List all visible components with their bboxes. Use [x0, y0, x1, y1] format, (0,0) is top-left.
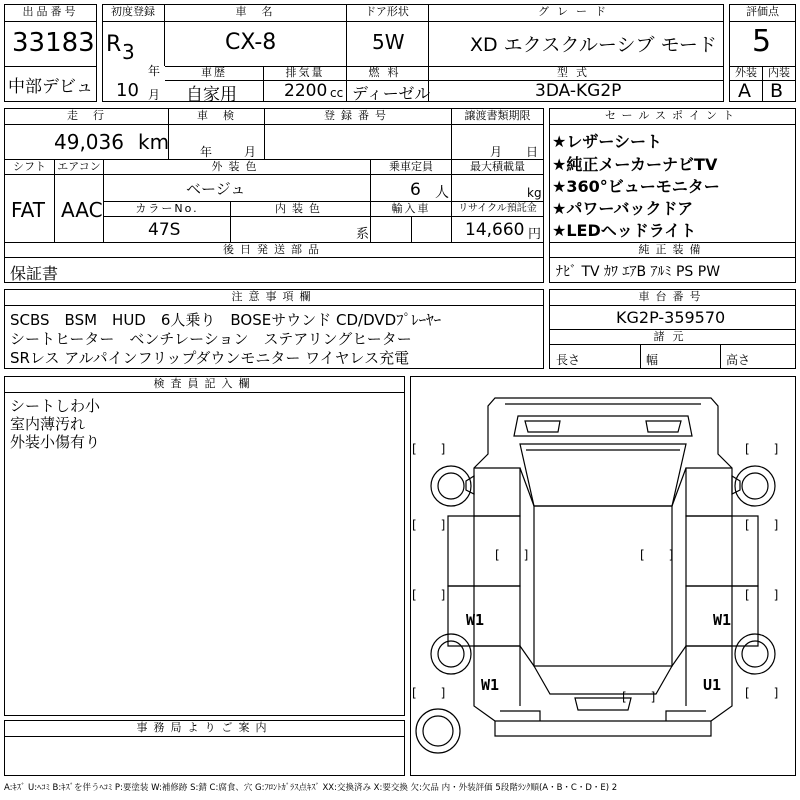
- chassis-value: KG2P-359570: [616, 308, 726, 327]
- capacity-label: 乗車定員: [389, 160, 433, 173]
- recycle-value: 14,660: [465, 220, 525, 240]
- transfer-month-unit: 月: [490, 145, 503, 159]
- maxload-label: 最大積載量: [470, 160, 525, 173]
- bracket-left-1: [ ]: [412, 442, 446, 456]
- first-reg-month: 10: [116, 80, 139, 101]
- int-color-label: 内装色: [275, 202, 326, 215]
- sales-point-1: ★レザーシート: [552, 132, 663, 151]
- notes-line-3: SRレス アルパインフリップダウンモニター ワイヤレス充電: [10, 349, 410, 367]
- month-unit: 月: [148, 88, 161, 102]
- mileage-unit: km: [138, 130, 170, 154]
- transfer-label: 譲渡書類期限: [464, 109, 531, 122]
- doors-value: 5W: [372, 30, 405, 54]
- displacement-value: 2200: [284, 81, 328, 101]
- recycle-unit: 円: [528, 227, 542, 242]
- exterior-grade-value: A: [738, 80, 751, 102]
- length-label: 長さ: [556, 353, 581, 367]
- capacity-unit: 人: [435, 185, 449, 201]
- maxload-unit: kg: [527, 186, 542, 200]
- chassis-label: 車台番号: [550, 290, 795, 306]
- inspector-line-2: 室内薄汚れ: [10, 415, 86, 433]
- displacement-label: 排気量: [285, 66, 325, 79]
- sales-point-4: ★パワーバックドア: [552, 199, 694, 218]
- bracket-bottom: [ ]: [622, 690, 656, 704]
- width-label: 幅: [646, 353, 659, 367]
- bracket-left-2: [ ]: [412, 518, 446, 532]
- interior-grade-value: B: [770, 80, 784, 102]
- notes-line-2: シートヒーター ベンチレーション ステアリングヒーター: [10, 330, 412, 348]
- transfer-day-unit: 日: [526, 145, 539, 159]
- sales-points-label: セールスポイント: [550, 109, 795, 125]
- fuel-label: 燃料: [368, 66, 407, 79]
- sales-point-5: ★LEDヘッドライト: [552, 221, 697, 240]
- displacement-unit: cc: [330, 86, 344, 100]
- shift-value: FAT: [11, 198, 46, 222]
- legend: A:ｷｽﾞ U:ﾍｺﾐ B:ｷｽﾞを伴うﾍｺﾐ P:要塗装 W:補修跡 S:錆 C:腐食、穴 G:ﾌﾛﾝﾄｶﾞﾗｽ点ｷｽﾞ XX:交換済み X:要交換 欠:欠品 内・外装評価 5段階ﾗﾝｸ順(A・B・C・D・E) 2: [4, 783, 618, 793]
- bracket-left-3: [ ]: [412, 588, 446, 602]
- inspector-label: 検査員記入欄: [5, 377, 404, 393]
- inspection-label: 車 検: [197, 109, 236, 122]
- ext-color-label: 外装色: [211, 160, 263, 173]
- recycle-label: リサイクル預託金: [458, 203, 537, 214]
- score-label: 評価点: [730, 5, 795, 22]
- score-value: 5: [752, 24, 772, 59]
- bracket-right-1: [ ]: [745, 442, 779, 456]
- ac-label: エアコン: [57, 160, 101, 173]
- car-name-label: 車 名: [235, 5, 275, 18]
- grade-value: XD エクスクルーシブ モード: [470, 34, 717, 56]
- inspector-line-3: 外装小傷有り: [10, 433, 101, 451]
- damage-mark-left-rear-fender: W1: [481, 676, 500, 694]
- era-mark: R: [106, 32, 122, 57]
- color-no-value: 47S: [148, 220, 181, 240]
- notes-label: 注意事項欄: [5, 290, 543, 306]
- equipment-label: 純正装備: [638, 243, 707, 256]
- car-name: CX-8: [225, 30, 277, 55]
- bracket-right-3: [ ]: [745, 588, 779, 602]
- model-value: 3DA-KG2P: [535, 81, 622, 101]
- bracket-right-2: [ ]: [745, 518, 779, 532]
- ac-value: AAC: [61, 198, 103, 222]
- ext-color-value: ベージュ: [186, 180, 246, 198]
- fuel-value: ディーゼル: [352, 84, 431, 103]
- lot-number: 33183: [12, 28, 95, 58]
- interior-grade-label: 内装: [768, 66, 790, 79]
- first-reg-year: 3: [122, 40, 135, 64]
- import-label: 輸入車: [391, 202, 431, 215]
- spec-label: 諸元: [653, 330, 692, 343]
- car-damage-diagram: [410, 376, 796, 776]
- model-label: 型式: [557, 66, 595, 79]
- capacity-value: 6: [410, 180, 421, 200]
- bracket-mid-1: [ ]: [495, 548, 529, 562]
- damage-mark-left-rear-door: W1: [466, 611, 485, 629]
- later-parts-label: 後日発送部品: [223, 243, 325, 256]
- damage-mark-right-rear-door: W1: [713, 611, 732, 629]
- inspector-line-1: シートしわ小: [10, 397, 101, 415]
- year-unit: 年: [148, 64, 161, 78]
- sales-point-3: ★360°ビューモニター: [552, 177, 720, 196]
- exterior-grade-label: 外装: [735, 66, 757, 79]
- shift-label: シフト: [13, 160, 46, 173]
- sales-point-2: ★純正メーカーナビTV: [552, 155, 718, 174]
- first-reg-label: 初度登録: [111, 5, 155, 18]
- doors-label: ドア形状: [365, 5, 409, 18]
- office-label: 事務局よりご案内: [5, 721, 404, 737]
- bracket-right-4: [ ]: [745, 686, 779, 700]
- bracket-left-4: [ ]: [412, 686, 446, 700]
- later-parts-value: 保証書: [10, 264, 59, 283]
- height-label: 高さ: [726, 353, 751, 367]
- inspection-year-unit: 年: [200, 145, 213, 159]
- grade-label: グレード: [538, 5, 614, 18]
- history-value: 自家用: [186, 85, 237, 105]
- mileage-value: 49,036: [54, 130, 124, 154]
- damage-mark-right-rear-fender: U1: [703, 676, 722, 694]
- plate-label: 登録番号: [324, 109, 392, 122]
- mileage-label: 走 行: [67, 109, 106, 122]
- region: 中部デビュ: [8, 77, 93, 97]
- lot-number-label: 出品番号: [5, 5, 96, 22]
- bracket-mid-2: [ ]: [640, 548, 674, 562]
- equipment-value: ﾅﾋﾞ TV ｶﾜ ｴｱB ｱﾙﾐ PS PW: [556, 264, 721, 280]
- int-color-unit: 系: [356, 227, 370, 242]
- notes-line-1: SCBS BSM HUD 6人乗り BOSEサウンド CD/DVDﾌﾟﾚｰﾔｰ: [10, 311, 442, 329]
- color-no-label: カラーNo.: [135, 202, 199, 215]
- history-label: 車歴: [201, 66, 227, 79]
- inspection-month-unit: 月: [244, 145, 257, 159]
